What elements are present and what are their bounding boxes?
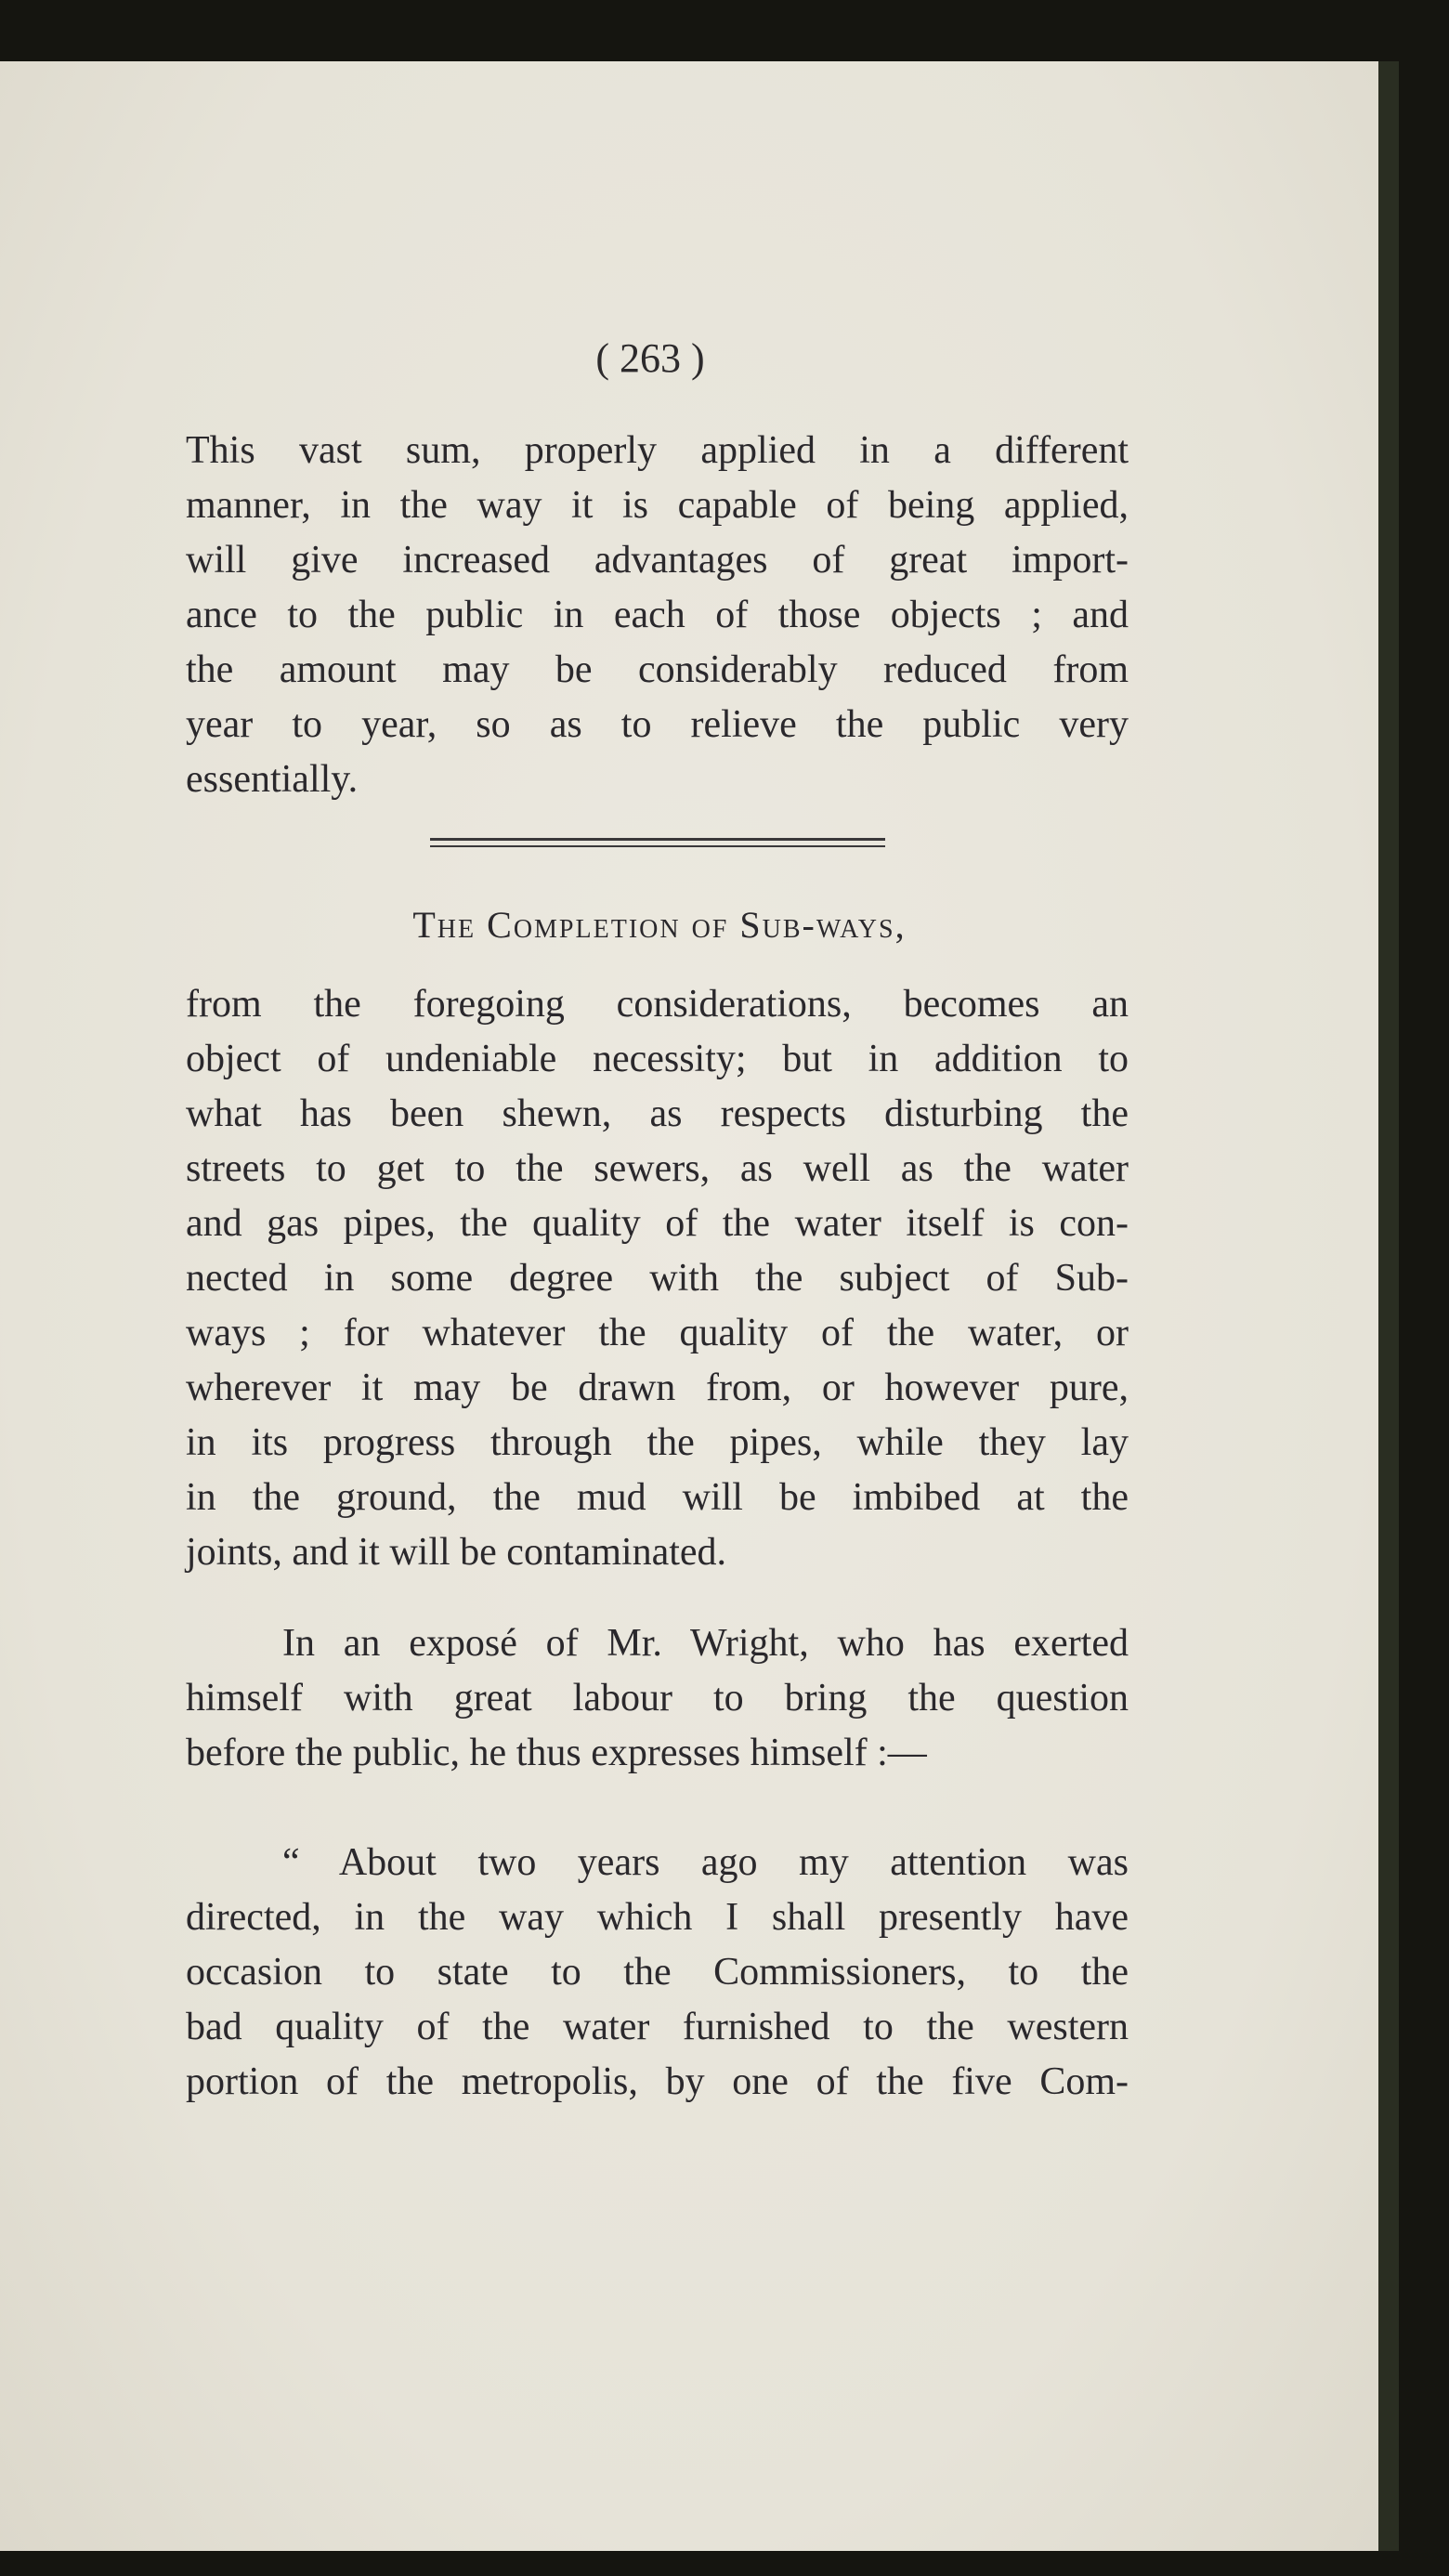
text-line: streets to get to the sewers, as well as the water [186,1147,1129,1190]
paragraph-2 [186,977,1129,1580]
text-line: in its progress through the pipes, while they lay [186,1421,1129,1464]
text-line: will give increased advantages of great import- [186,539,1129,582]
text-line: wherever it may be drawn from, or however pure, [186,1366,1129,1409]
text-line: ance to the public in each of those objects ; and [186,594,1129,636]
text-line: ways ; for whatever the quality of the water, or [186,1312,1129,1354]
paragraph-3 [186,1616,1129,1781]
paragraph-1 [186,424,1129,807]
double-rule-divider [430,838,885,847]
text-line: occasion to state to the Commissioners, to the [186,1951,1129,1994]
text-line: essentially. [186,758,359,801]
text-line: This vast sum, properly applied in a different [186,429,1129,472]
text-line: from the foregoing considerations, becomes an [186,983,1129,1026]
text-line: the amount may be considerably reduced from [186,648,1129,691]
page-number: ( 263 ) [595,335,705,381]
text-line: In an exposé of Mr. Wright, who has exerted [282,1622,1129,1665]
page-edge [1378,61,1399,2551]
text-line: year to year, so as to relieve the public very [186,703,1129,746]
text-line: himself with great labour to bring the question [186,1677,1129,1720]
text-line: in the ground, the mud will be imbibed at the [186,1476,1129,1519]
text-line: portion of the metropolis, by one of the five Com- [186,2060,1129,2103]
text-line: bad quality of the water furnished to the western [186,2006,1129,2048]
text-line: directed, in the way which I shall presently have [186,1896,1129,1939]
paragraph-4 [186,1836,1129,2110]
text-line: and gas pipes, the quality of the water itself is con- [186,1202,1129,1245]
text-line: object of undeniable necessity; but in addition to [186,1038,1129,1080]
text-line: what has been shewn, as respects disturbing the [186,1092,1129,1135]
text-line: before the public, he thus expresses himself :— [186,1732,927,1774]
text-line: joints, and it will be contaminated. [186,1531,727,1574]
section-heading: The Completion of Sub-ways, [412,904,907,946]
text-line: nected in some degree with the subject of Sub- [186,1257,1129,1300]
text-line: “ About two years ago my attention was [282,1841,1129,1884]
text-line: manner, in the way it is capable of being applied, [186,484,1129,527]
